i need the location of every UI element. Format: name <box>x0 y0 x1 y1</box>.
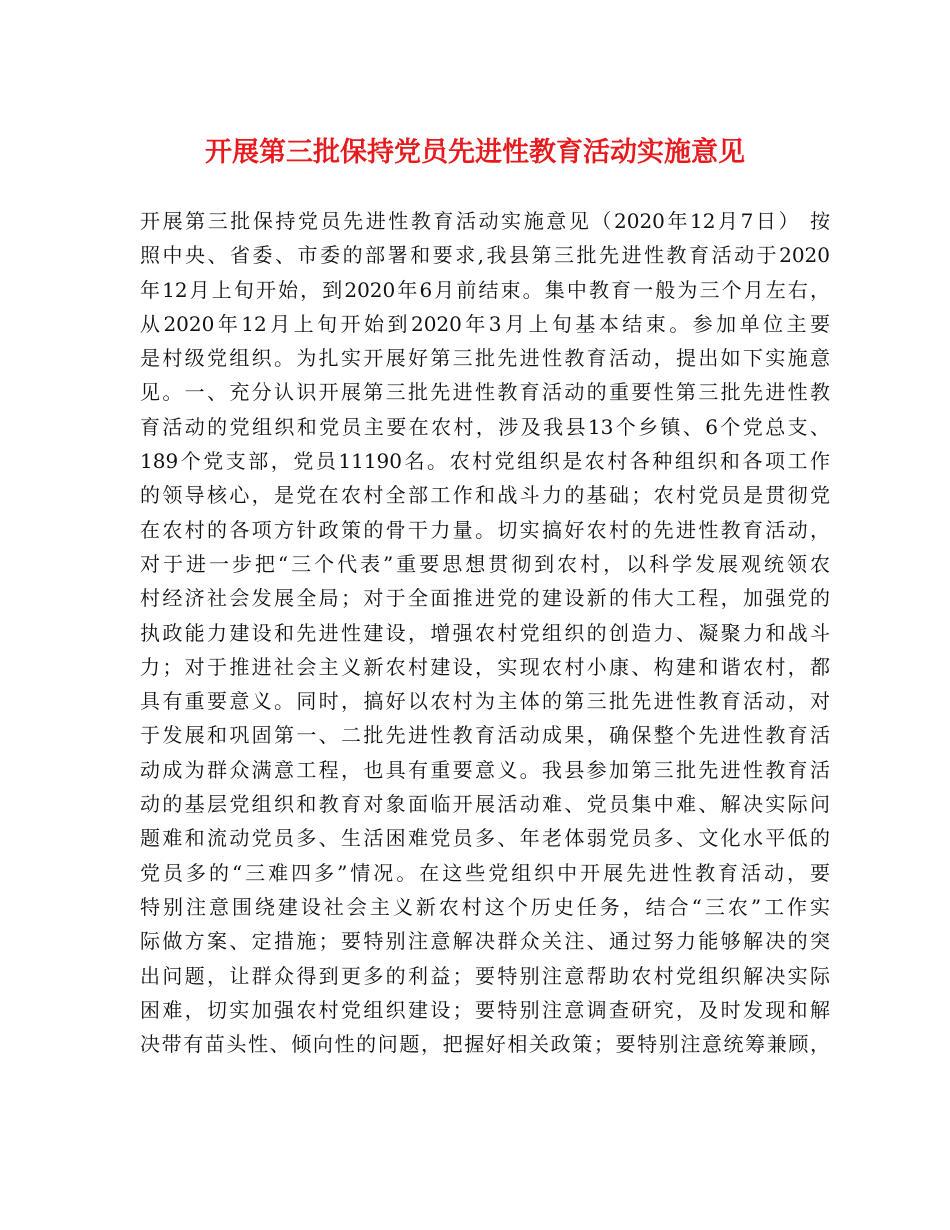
body-text-line: 题难和流动党员多、生活困难党员多、年老体弱党员多、文化水平低的 <box>140 826 830 851</box>
body-text-line: 决带有苗头性、倾向性的问题，把握好相关政策；要特别注意统筹兼顾， <box>140 1032 830 1057</box>
body-text-line: 特别注意围绕建设社会主义新农村这个历史任务，结合“三农”工作实 <box>140 894 830 919</box>
body-text-line: 年12月上旬开始，到2020年6月前结束。集中教育一般为三个月左右， <box>140 277 830 302</box>
body-text-line: 189个党支部，党员11190名。农村党组织是农村各种组织和各项工作 <box>140 449 830 474</box>
body-text-line: 育活动的党组织和党员主要在农村，涉及我县13个乡镇、6个党总支、 <box>140 414 830 439</box>
body-text-line: 照中央、省委、市委的部署和要求,我县第三批先进性教育活动于2020 <box>140 243 830 268</box>
body-text-line: 党员多的“三难四多”情况。在这些党组织中开展先进性教育活动，要 <box>140 860 830 885</box>
body-text-line: 困难，切实加强农村党组织建设；要特别注意调查研究，及时发现和解 <box>140 997 830 1022</box>
body-text-line: 具有重要意义。同时，搞好以农村为主体的第三批先进性教育活动，对 <box>140 689 830 714</box>
body-text-line: 是村级党组织。为扎实开展好第三批先进性教育活动，提出如下实施意 <box>140 346 830 371</box>
body-text-line: 见。一、充分认识开展第三批先进性教育活动的重要性第三批先进性教 <box>140 380 830 405</box>
body-text-line: 开展第三批保持党员先进性教育活动实施意见（2020年12月7日） 按 <box>140 209 830 233</box>
body-text-line: 执政能力建设和先进性建设，增强农村党组织的创造力、凝聚力和战斗 <box>140 620 830 645</box>
body-text-line: 出问题，让群众得到更多的利益；要特别注意帮助农村党组织解决实际 <box>140 963 830 988</box>
body-text-line: 对于进一步把“三个代表”重要思想贯彻到农村，以科学发展观统领农 <box>140 551 830 576</box>
body-text-line: 力；对于推进社会主义新农村建设，实现农村小康、构建和谐农村，都 <box>140 654 830 679</box>
document-body <box>140 204 830 1061</box>
body-text-line: 的领导核心，是党在农村全部工作和战斗力的基础；农村党员是贯彻党 <box>140 483 830 508</box>
body-text-line: 际做方案、定措施；要特别注意解决群众关注、通过努力能够解决的突 <box>140 929 830 954</box>
body-text-line: 从2020年12月上旬开始到2020年3月上旬基本结束。参加单位主要 <box>140 311 830 336</box>
document-title: 开展第三批保持党员先进性教育活动实施意见 <box>205 137 745 168</box>
body-text-line: 于发展和巩固第一、二批先进性教育活动成果，确保整个先进性教育活 <box>140 723 830 748</box>
body-text-line: 动成为群众满意工程，也具有重要意义。我县参加第三批先进性教育活 <box>140 757 830 782</box>
body-text-line: 在农村的各项方针政策的骨干力量。切实搞好农村的先进性教育活动， <box>140 517 830 542</box>
body-text-line: 村经济社会发展全局；对于全面推进党的建设新的伟大工程，加强党的 <box>140 586 830 611</box>
body-text-line: 动的基层党组织和教育对象面临开展活动难、党员集中难、解决实际问 <box>140 792 830 817</box>
